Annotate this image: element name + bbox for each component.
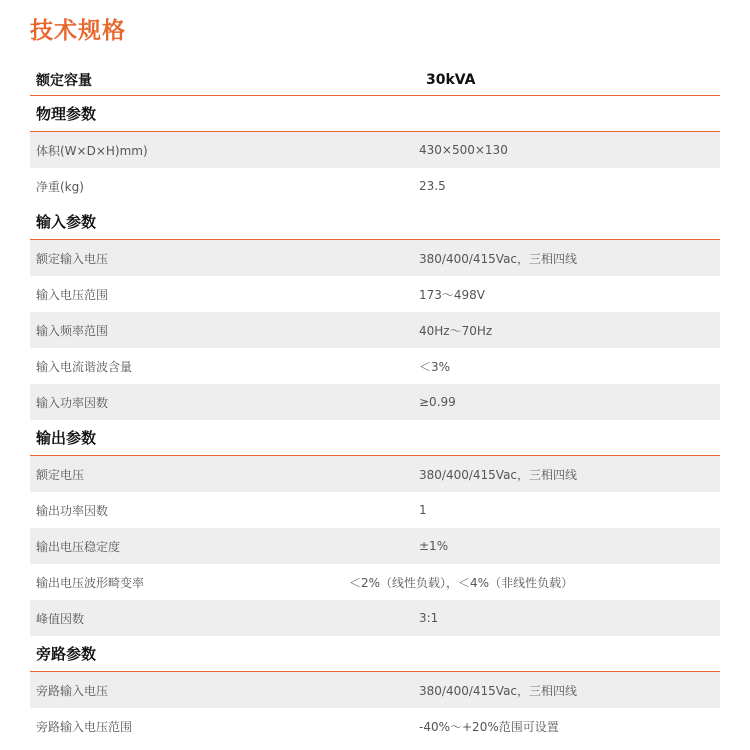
row-value: 173～498V xyxy=(419,287,486,302)
row-value: -40%～+20%范围可设置 xyxy=(419,719,559,734)
row-value: ±1% xyxy=(419,539,449,553)
row-value: 40Hz～70Hz xyxy=(419,323,493,338)
row-label: 额定电压 xyxy=(36,467,85,482)
table-row xyxy=(30,132,720,168)
table-row xyxy=(30,672,720,708)
row-label: 峰值因数 xyxy=(36,611,85,626)
section-bypass: 旁路参数 xyxy=(30,636,720,672)
row-label: 输出电压稳定度 xyxy=(36,539,121,554)
section-output: 输出参数 xyxy=(30,420,720,456)
row-label: 净重(kg) xyxy=(36,179,84,194)
row-label: 输入频率范围 xyxy=(36,323,109,338)
table-row xyxy=(30,564,720,600)
table-row xyxy=(30,456,720,492)
row-label: 输出电压波形畸变率 xyxy=(36,575,145,590)
row-label: 输入电流谐波含量 xyxy=(36,359,133,374)
row-label: 体积(W×D×H)mm) xyxy=(36,143,148,158)
table-row xyxy=(30,492,720,528)
section-input: 输入参数 xyxy=(30,204,720,240)
row-value: 23.5 xyxy=(419,179,446,193)
table-row xyxy=(30,312,720,348)
row-value: 380/400/415Vac，三相四线 xyxy=(419,251,578,266)
row-label: 输入功率因数 xyxy=(36,395,109,410)
row-value: 430×500×130 xyxy=(419,143,508,157)
table-row xyxy=(30,528,720,564)
table-row xyxy=(30,168,720,204)
row-label: 额定输入电压 xyxy=(36,251,109,266)
row-value: ≥0.99 xyxy=(419,395,456,409)
row-value: ＜3% xyxy=(419,359,451,374)
row-label: 旁路输入电压 xyxy=(36,683,109,698)
table-row xyxy=(30,600,720,636)
row-value: 3:1 xyxy=(419,611,439,625)
row-value: 380/400/415Vac，三相四线 xyxy=(419,683,578,698)
row-label: 旁路输入电压范围 xyxy=(36,719,133,734)
table-row xyxy=(30,708,720,744)
table-row xyxy=(30,240,720,276)
table-row xyxy=(30,276,720,312)
rated-capacity-row xyxy=(30,64,720,96)
row-label: 输出功率因数 xyxy=(36,503,109,518)
page-title: 技术规格 xyxy=(30,18,126,44)
table-row xyxy=(30,384,720,420)
row-label: 输入电压范围 xyxy=(36,287,109,302)
section-physical: 物理参数 xyxy=(30,96,720,132)
row-value: 1 xyxy=(419,503,427,517)
table-row xyxy=(30,348,720,384)
spec-table xyxy=(30,64,720,744)
rated-capacity-value: 30kVA xyxy=(426,71,476,88)
row-value: 380/400/415Vac，三相四线 xyxy=(419,467,578,482)
rated-capacity-label: 额定容量 xyxy=(36,72,92,89)
row-value: ＜2%（线性负载），＜4%（非线性负载） xyxy=(349,575,574,590)
